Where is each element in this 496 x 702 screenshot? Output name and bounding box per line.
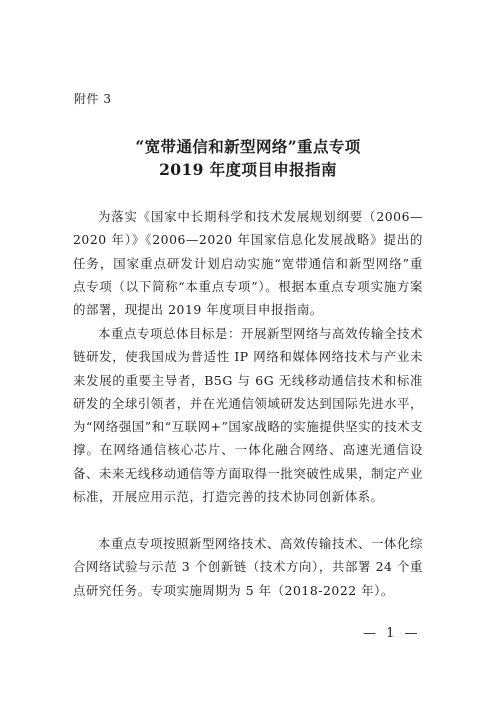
paragraph-intro: 为落实《国家中长期科学和技术发展规划纲要（2006—2020 年）》《2006—2020 年国家信息化发展战略》提出的任务，国家重点研发计划启动实施“宽带通信和新型网络”重点专项（以下简称“本重点专项”）。根据本重点专项实施方案的部署，现提出 2019 年度项目申报指南。 [73,209,423,318]
paragraph-goals: 本重点专项总体目标是：开展新型网络与高效传输全技术链研发，使我国成为普适性 IP 网络和媒体网络技术与产业未来发展的重要主导者，B5G 与 6G 无线移动通信技术和标准研发的全球引领者，并在光通信领域研发达到国际先进水平，为“网络强国”和“互联网+”国家战略的实施提供坚实的技术支撑。在网络通信核心芯片、一体化融合网络、高速光通信设备、未来无线移动通信等方面取得一批突破性成果，制定产业标准，开展应用示范，打造完善的技术协同创新体系。 [73,326,423,505]
paragraph-tasks: 本重点专项按照新型网络技术、高效传输技术、一体化综合网络试验与示范 3 个创新链（技术方向），共部署 24 个重点研究任务。专项实施周期为 5 年（2018-2022 年）。 [73,536,423,598]
document-title: “宽带通信和新型网络”重点专项 [135,137,361,156]
attachment-label: 附件 3 [74,92,112,106]
document-subtitle: 2019 年度项目申报指南 [159,160,337,179]
page-number: — 1 — [363,626,421,641]
